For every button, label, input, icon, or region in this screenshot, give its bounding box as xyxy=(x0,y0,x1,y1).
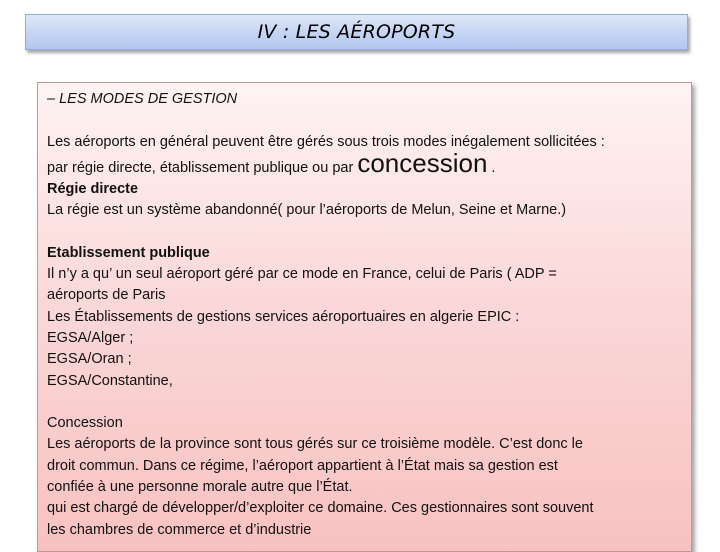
intro-line-2-suffix: . xyxy=(487,159,496,176)
section-heading: – LES MODES DE GESTION xyxy=(47,91,238,107)
concession-line-4: qui est chargé de développer/d’exploiter ce domaine. Ces gestionnaires sont souvent xyxy=(47,500,594,517)
blank-line xyxy=(47,221,692,242)
blank-line xyxy=(47,392,692,413)
concession-line-2: droit commun. Dans ce régime, l’aéroport appartient à l’État mais sa gestion est xyxy=(47,457,558,474)
intro-line-2-prefix: par régie directe, établissement publique ou par xyxy=(47,159,358,176)
etablissement-line-4: EGSA/Alger ; xyxy=(47,329,134,346)
concession-line-3: confiée à une personne morale autre que l’État. xyxy=(47,479,353,496)
concession-highlight: concession xyxy=(357,147,488,178)
concession-line-1: Les aéroports de la province sont tous gérés sur ce troisième modèle. C’est donc le xyxy=(47,436,583,453)
intro-line-2 xyxy=(47,147,692,179)
text-block xyxy=(47,89,692,541)
concession-line-5: les chambres de commerce et d’industrie xyxy=(47,521,312,538)
blank-line xyxy=(47,110,692,131)
content-box xyxy=(37,82,692,552)
regie-heading: Régie directe xyxy=(47,180,139,197)
title-bar xyxy=(25,14,688,50)
etablissement-heading: Etablissement publique xyxy=(47,244,210,261)
intro-line-1: Les aéroports en général peuvent être gérés sous trois modes inégalement sollicitées : xyxy=(47,133,605,150)
etablissement-line-1: Il n’y a qu’ un seul aéroport géré par ce mode en France, celui de Paris ( ADP = xyxy=(47,266,557,283)
etablissement-line-3: Les Établissements de gestions services aéroportuaires en algerie EPIC : xyxy=(47,308,520,325)
etablissement-line-2: aéroports de Paris xyxy=(47,287,166,304)
etablissement-line-5: EGSA/Oran ; xyxy=(47,351,132,368)
concession-heading: Concession xyxy=(47,415,123,432)
etablissement-line-6: EGSA/Constantine, xyxy=(47,372,173,389)
regie-text: La régie est un système abandonné( pour l’aéroports de Melun, Seine et Marne.) xyxy=(47,202,567,219)
slide-title: IV : LES AÉROPORTS xyxy=(257,21,456,43)
